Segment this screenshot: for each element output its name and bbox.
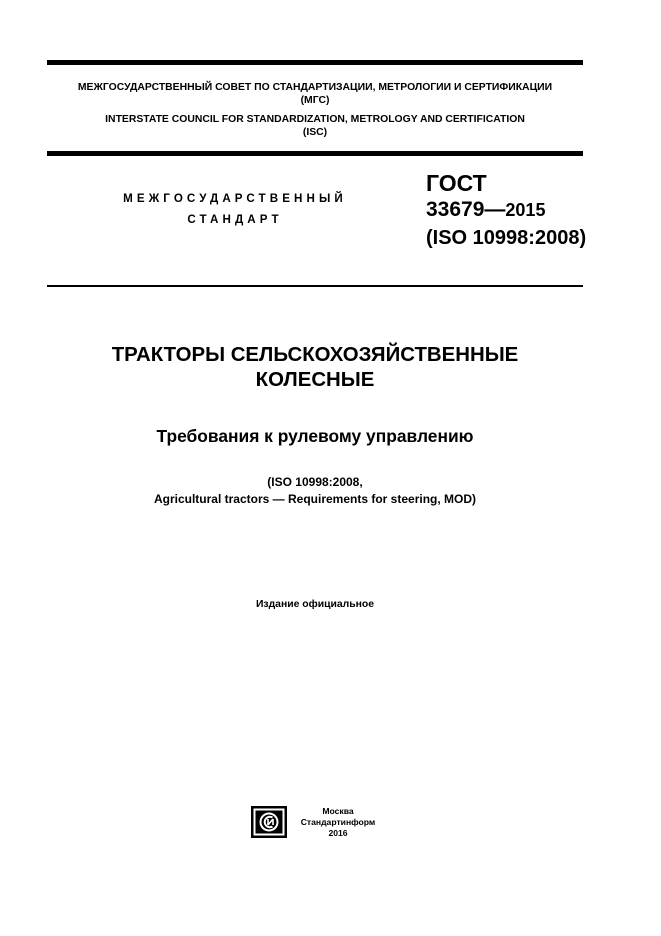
council-ru xyxy=(47,81,583,107)
middle-rule xyxy=(47,151,583,156)
publisher-year: 2016 xyxy=(328,828,348,838)
iso-reference-line2: Agricultural tractors — Requirements for steering, MOD) xyxy=(153,492,477,506)
publisher-imprint xyxy=(292,806,384,839)
title-line1: ТРАКТОРЫ СЕЛЬСКОХОЗЯЙСТВЕННЫЕ xyxy=(111,344,519,366)
edition-note: Издание официальное xyxy=(255,599,375,610)
bottom-rule xyxy=(47,285,583,287)
iso-reference-line1: (ISO 10998:2008, xyxy=(267,475,363,489)
standartinform-logo-icon xyxy=(251,806,287,838)
council-en-abbr: (ISC) xyxy=(302,127,328,138)
standard-type-line2: СТАНДАРТ xyxy=(187,213,283,226)
subtitle: Требования к рулевому управлению xyxy=(156,426,474,446)
council-en-name: INTERSTATE COUNCIL FOR STANDARDIZATION, METROLOGY AND CERTIFICATION xyxy=(105,114,525,125)
gost-year: 2015 xyxy=(505,200,546,220)
gost-number-line xyxy=(426,196,586,224)
gost-label: ГОСТ xyxy=(426,170,487,196)
gost-number: 33679— xyxy=(426,198,506,221)
publisher-name: Стандартинформ xyxy=(300,817,376,827)
title-line2: КОЛЕСНЫЕ xyxy=(255,369,375,391)
publisher-city: Москва xyxy=(322,806,354,816)
gost-designation xyxy=(426,170,586,252)
council-en xyxy=(47,113,583,139)
top-rule xyxy=(47,60,583,65)
standard-type-line1: МЕЖГОСУДАРСТВЕННЫЙ xyxy=(123,192,347,205)
council-ru-name: МЕЖГОСУДАРСТВЕННЫЙ СОВЕТ ПО СТАНДАРТИЗАЦИИ, МЕТРОЛОГИИ И СЕРТИФИКАЦИИ xyxy=(77,82,553,93)
gost-iso-equivalent: (ISO 10998:2008) xyxy=(426,227,587,249)
council-ru-abbr: (МГС) xyxy=(300,95,330,106)
